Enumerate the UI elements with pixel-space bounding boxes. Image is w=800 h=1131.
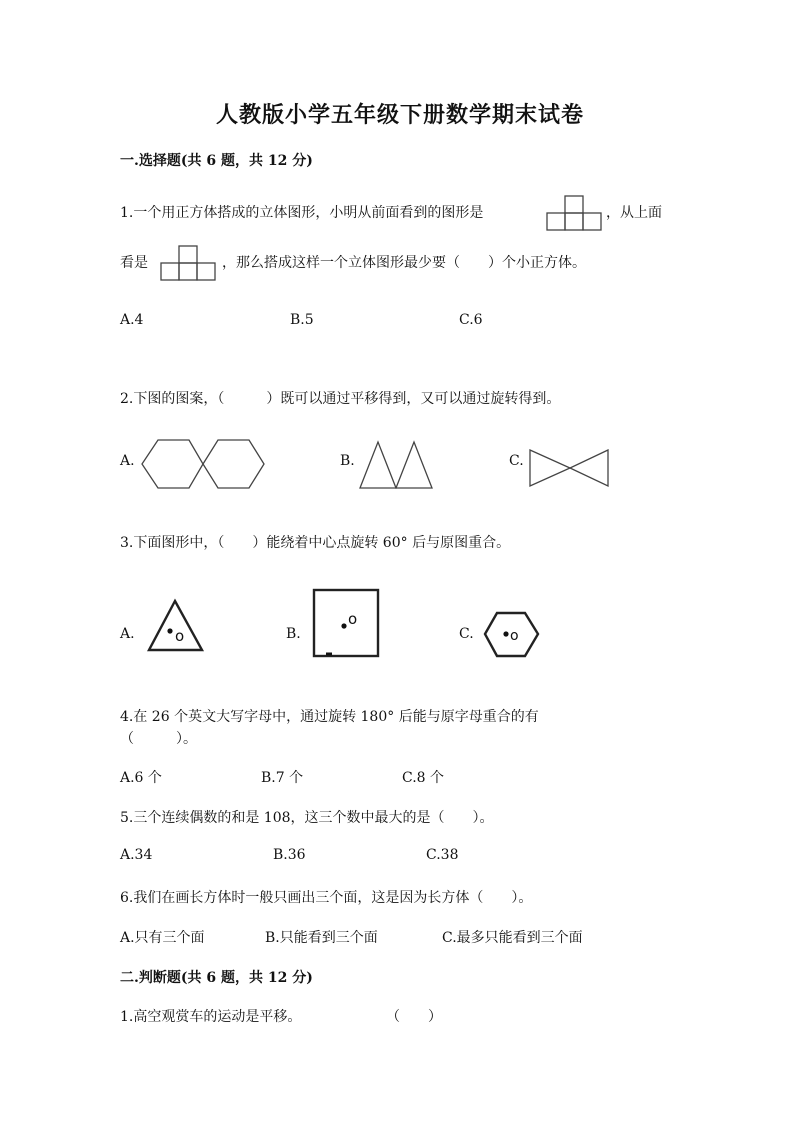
hexagon-center-mark: o xyxy=(510,628,519,644)
q5-option-b: B.36 xyxy=(273,847,306,863)
section-heading-judgement: 二.判断题(共 6 题，共 12 分) xyxy=(120,970,313,986)
q6-option-b: B.只能看到三个面 xyxy=(265,930,378,946)
q2-option-b: B. xyxy=(340,453,355,469)
q2-option-a: A. xyxy=(120,453,135,469)
question-5-text: 5.三个连续偶数的和是 108，这三个数中最大的是（ ）。 xyxy=(120,810,494,826)
triangle-center-mark: o xyxy=(175,627,185,645)
judgement-question-1-blank: （ ） xyxy=(386,1009,442,1025)
judgement-question-1: 1.高空观赏车的运动是平移。 xyxy=(120,1009,302,1025)
q6-option-c: C.最多只能看到三个面 xyxy=(442,930,583,946)
question-4-line2: （ ）。 xyxy=(120,731,197,747)
q5-option-a: A.34 xyxy=(120,847,153,863)
section-heading-choice: 一.选择题(共 6 题，共 12 分) xyxy=(120,153,313,169)
front-view-figure xyxy=(546,195,602,231)
question-1-line2: ，那么搭成这样一个立体图形最少要（ ）个小正方体。 xyxy=(222,255,586,271)
q6-option-a: A.只有三个面 xyxy=(120,930,205,946)
double-hexagon-figure xyxy=(140,438,268,490)
question-1-line2-start: 看是 xyxy=(120,255,148,271)
question-1-line1-end: ，从上面 xyxy=(606,205,662,221)
bowtie-figure xyxy=(528,448,612,490)
q2-option-c: C. xyxy=(509,453,524,469)
q4-option-b: B.7 个 xyxy=(261,770,304,786)
q1-option-c: C.6 xyxy=(459,312,483,328)
double-triangle-figure xyxy=(358,440,436,490)
q3-option-a: A. xyxy=(120,626,135,642)
q1-option-a: A.4 xyxy=(120,312,144,328)
question-6-text: 6.我们在画长方体时一般只画出三个面，这是因为长方体（ ）。 xyxy=(120,890,533,906)
top-view-figure xyxy=(160,245,216,281)
q3-option-c: C. xyxy=(459,626,474,642)
hexagon-rotation-figure xyxy=(482,610,542,660)
q5-option-c: C.38 xyxy=(426,847,459,863)
q1-option-b: B.5 xyxy=(290,312,314,328)
triangle-rotation-figure xyxy=(146,598,206,654)
q4-option-c: C.8 个 xyxy=(402,770,445,786)
page-title: 人教版小学五年级下册数学期末试卷 xyxy=(215,102,584,128)
question-1-line1: 1.一个用正方体搭成的立体图形，小明从前面看到的图形是 xyxy=(120,205,484,221)
question-3-text: 3.下面图形中，（ ）能绕着中心点旋转 60° 后与原图重合。 xyxy=(120,535,511,551)
question-2-text: 2.下图的图案，（ ）既可以通过平移得到，又可以通过旋转得到。 xyxy=(120,391,561,407)
q4-option-a: A.6 个 xyxy=(120,770,162,786)
question-4-line1: 4.在 26 个英文大写字母中，通过旋转 180° 后能与原字母重合的有 xyxy=(120,709,539,725)
square-center-mark: o xyxy=(348,610,358,628)
square-rotation-figure xyxy=(312,588,380,658)
q3-option-b: B. xyxy=(286,626,301,642)
